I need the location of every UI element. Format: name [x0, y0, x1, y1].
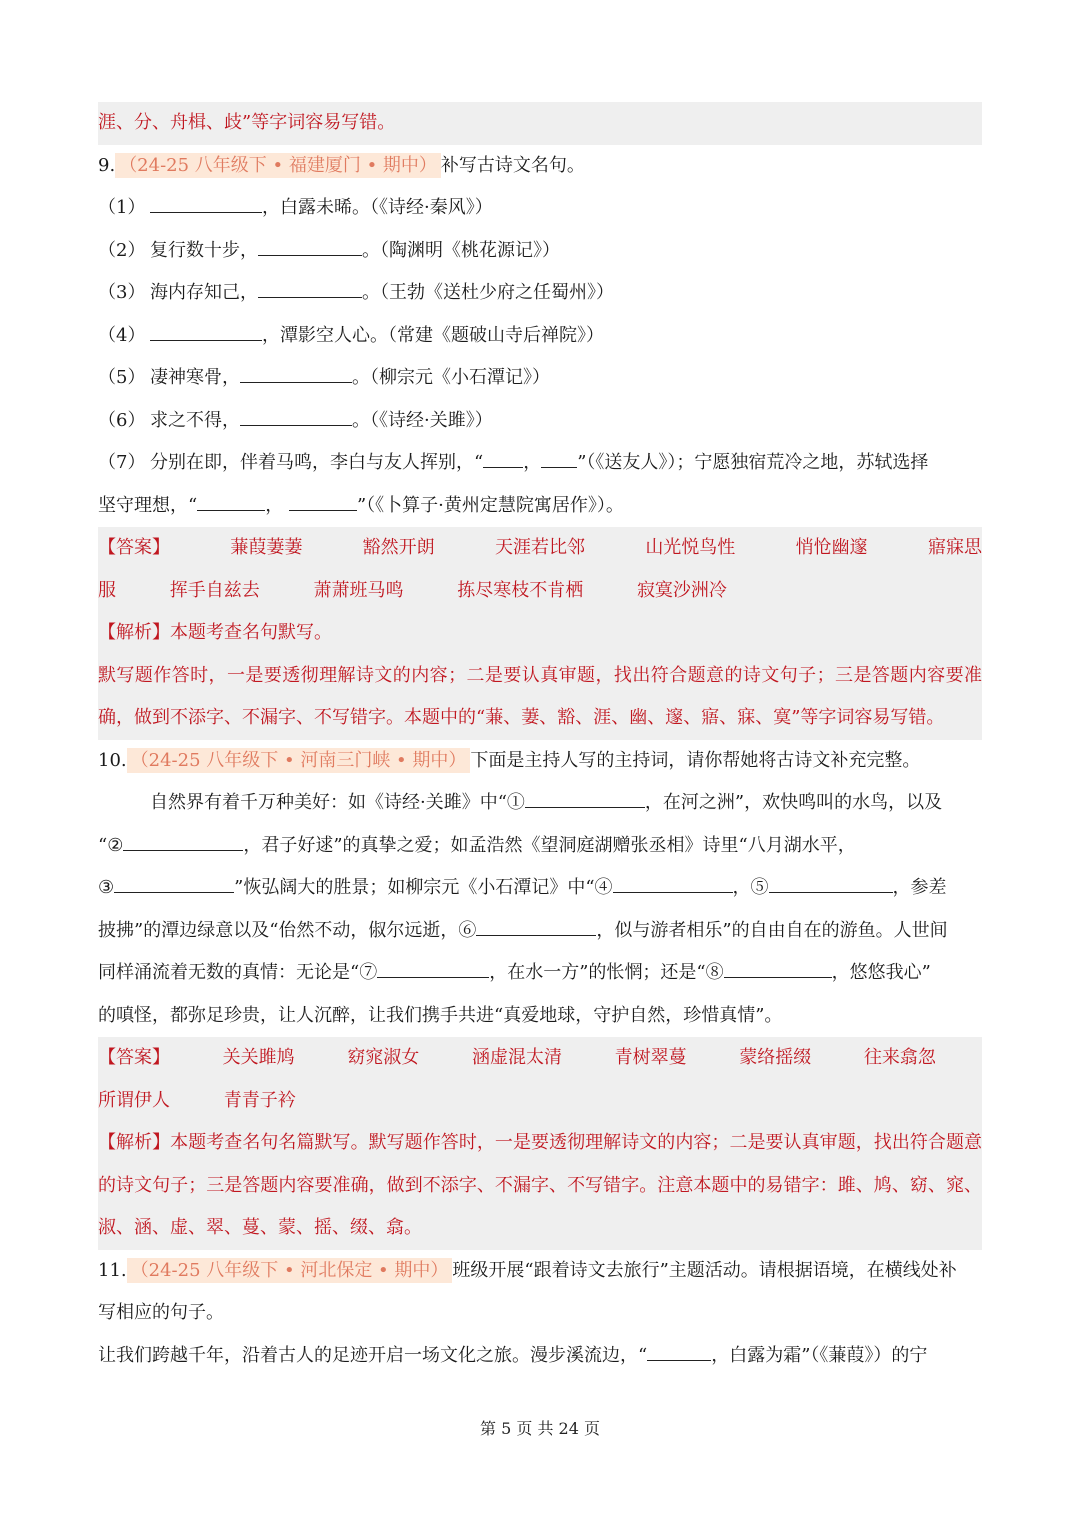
q9-item-3: （3） 海内存知己， 。（王勃《送杜少府之任蜀州》）: [98, 282, 614, 303]
q9-answers-row2: 服 挥手自兹去 萧萧班马鸣 拣尽寒枝不肯栖 寂寞沙洲冷: [98, 579, 727, 601]
answer-blank: [541, 453, 577, 468]
q10-line4: 披拂”的潭边绿意以及“佁然不动，俶尔远逝，⑥ ，似与游者相乐”的自由自在的游鱼。人世间: [98, 919, 948, 941]
q11-source-tag: （24-25 八年级下 • 河北保定 • 期中）: [127, 1258, 453, 1283]
answer-blank: [197, 496, 265, 511]
q9-answers-row1: 【答案】 蒹葭萋萋 豁然开朗 天涯若比邻 山光悦鸟性 悄怆幽邃 寤寐思: [98, 537, 982, 558]
q9-item-1: （1） ，白露未晞。（《诗经·秦风》）: [98, 197, 493, 218]
q10-header: 10. （24-25 八年级下 • 河南三门峡 • 期中） 下面是主持人写的主持词，请你帮她将古诗文补充完整。: [98, 749, 921, 771]
q10-source-tag: （24-25 八年级下 • 河南三门峡 • 期中）: [127, 748, 471, 773]
answer-blank: [240, 368, 352, 383]
q9-item-6: （6） 求之不得， 。（《诗经·关雎》）: [98, 409, 493, 431]
answer-blank: [476, 921, 596, 936]
q9-header: 9. （24-25 八年级下 • 福建厦门 • 期中） 补写古诗文名句。: [98, 154, 585, 176]
q10-line1: 自然界有着千万种美好：如《诗经·关雎》中“① ，在河之洲”，欢快鸣叫的水鸟，以及: [150, 792, 943, 813]
answer-blank: [377, 963, 489, 978]
q10-answers-row1: 【答案】 关关雎鸠 窈窕淑女 涵虚混太清 青树翠蔓 蒙络摇缀 往来翕忽: [98, 1047, 936, 1068]
q11-header: 11. （24-25 八年级下 • 河北保定 • 期中） 班级开展“跟着诗文去旅行”主题活动。请根据语境，在横线处补: [98, 1259, 957, 1281]
q9-item-7-cont: 坚守理想，“ ， ”（《卜算子·黄州定慧院寓居作》）。: [98, 494, 624, 516]
top-explanation: 涯、分、舟楫、歧”等字词容易写错。: [98, 102, 982, 145]
q9-analysis-head: 【解析】本题考查名句默写。: [98, 622, 332, 643]
q11-stem-cont: 写相应的句子。: [98, 1302, 224, 1323]
page-footer: 第 5 页 共 24 页: [480, 1419, 600, 1438]
answer-blank: [258, 283, 362, 298]
answer-blank: [613, 878, 733, 893]
q10-answers-row2: 所谓伊人 青青子衿: [98, 1089, 296, 1111]
answer-blank: [114, 878, 234, 893]
q9-item-4: （4） ，潭影空人心。（常建《题破山寺后禅院》）: [98, 324, 604, 346]
answer-blank: [525, 793, 645, 808]
q10-line6: 的嗔怪，都弥足珍贵，让人沉醉，让我们携手共进“真爱地球，守护自然，珍惜真情”。: [98, 1004, 783, 1026]
q10-line5: 同样涌流着无数的真情：无论是“⑦ ，在水一方”的怅惘；还是“⑧ ，悠悠我心”: [98, 962, 931, 983]
answer-blank: [258, 241, 362, 256]
answer-blank: [150, 198, 262, 213]
answer-blank: [123, 836, 243, 851]
q9-analysis-body: 默写题作答时，一是要透彻理解诗文的内容；二是要认真审题，找出符合题意的诗文句子；三是答题内容要准确，做到不添字、不漏字、不写错字。本题中的“蒹、萋、豁、涯、幽、邃、寤、寐、寞”等字词容易写错。: [98, 664, 982, 728]
answer-blank: [240, 411, 352, 426]
q10-answer-box: [98, 1037, 982, 1250]
answer-blank: [483, 453, 523, 468]
q9-item-5: （5） 凄神寒骨， 。（柳宗元《小石潭记》）: [98, 367, 550, 388]
q11-line1: 让我们跨越千年，沿着古人的足迹开启一场文化之旅。漫步溪流边，“ ，白露为霜”（《蒹葭》）的宁: [98, 1344, 928, 1366]
document-page: [98, 102, 982, 1377]
q9-answer-box: [98, 527, 982, 740]
answer-blank: [769, 878, 893, 893]
q9-source-tag: （24-25 八年级下 • 福建厦门 • 期中）: [115, 153, 441, 178]
q10-analysis: 【解析】本题考查名句名篇默写。默写题作答时，一是要透彻理解诗文的内容；二是要认真审题，找出符合题意的诗文句子；三是答题内容要准确，做到不添字、不漏字、不写错字。注意本题中的易错字：雎、鸠、窈、窕、淑、涵、虚、翠、蔓、蒙、摇、缀、翕。: [98, 1132, 983, 1238]
q10-line2: “② ，君子好逑”的真挚之爱；如孟浩然《望洞庭湖赠张丞相》诗里“八月湖水平，: [98, 834, 856, 856]
q9-item-7: （7） 分别在即，伴着马鸣，李白与友人挥别，“ ， ”（《送友人》）；宁愿独宿荒冷之地，苏轼选择: [98, 452, 929, 473]
answer-blank: [289, 496, 357, 511]
answer-blank: [150, 326, 262, 341]
answer-blank: [647, 1346, 711, 1361]
q9-item-2: （2） 复行数十步， 。（陶渊明《桃花源记》）: [98, 239, 560, 261]
q10-line3: ③ ”恢弘阔大的胜景；如柳宗元《小石潭记》中“④ ，⑤ ，参差: [98, 877, 947, 898]
answer-blank: [724, 963, 832, 978]
